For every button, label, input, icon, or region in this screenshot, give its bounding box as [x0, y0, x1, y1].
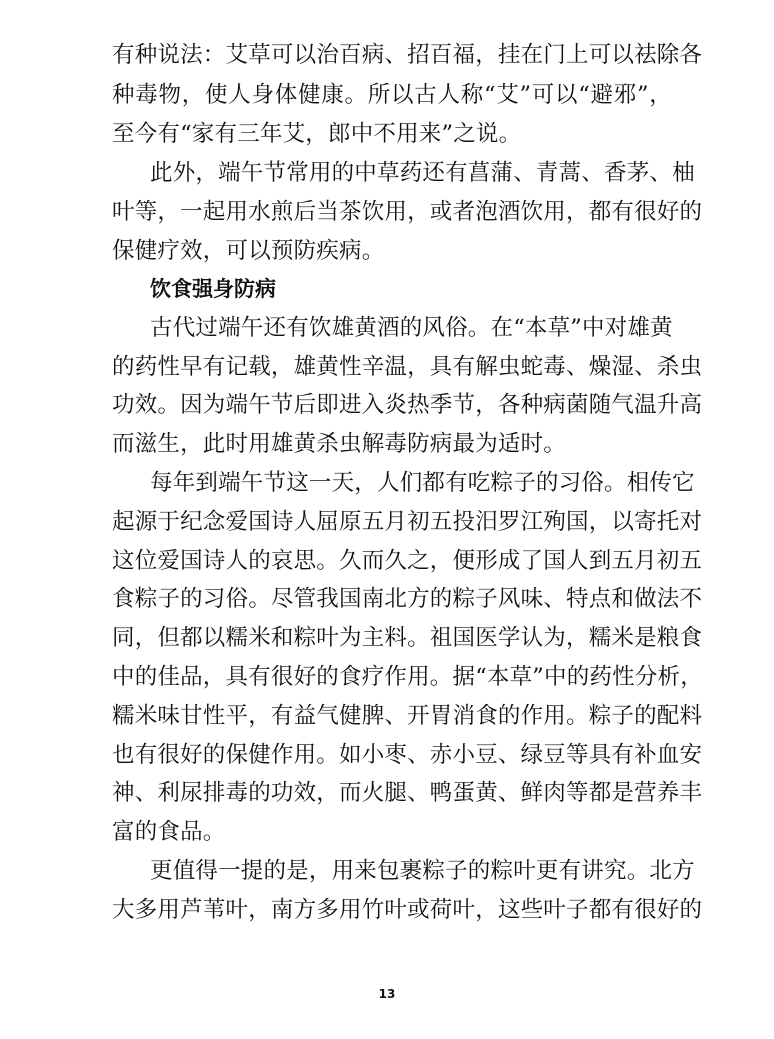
paragraph-line: 古代过端午还有饮雄黄酒的风俗。在“本草”中对雄黄 [150, 315, 673, 341]
paragraph-line: 叶等，一起用水煎后当茶饮用，或者泡酒饮用，都有很好的 [112, 199, 703, 225]
paragraph-line: 有种说法：艾草可以治百病、招百福，挂在门上可以祛除各 [112, 42, 703, 68]
paragraph-line: 功效。因为端午节后即进入炎热季节，各种病菌随气温升高 [112, 392, 703, 418]
page-number: 13 [378, 987, 396, 1001]
paragraph-line: 每年到端午节这一天，人们都有吃粽子的习俗。相传它 [150, 470, 695, 496]
paragraph-line: 中的佳品，具有很好的食疗作用。据“本草”中的药性分析， [112, 664, 703, 690]
section-heading: 饮食强身防病 [150, 277, 276, 301]
paragraph-line: 保健疗效，可以预防疾病。 [112, 238, 385, 264]
paragraph-line: 糯米味甘性平，有益气健脾、开胃消食的作用。粽子的配料 [112, 703, 703, 729]
paragraph-line: 同，但都以糯米和粽叶为主料。祖国医学认为，糯米是粮食 [112, 625, 703, 651]
paragraph-line: 至今有“家有三年艾，郎中不用来”之说。 [112, 121, 522, 147]
paragraph-line: 也有很好的保健作用。如小枣、赤小豆、绿豆等具有补血安 [112, 742, 703, 768]
paragraph-line: 种毒物，使人身体健康。所以古人称“艾”可以“避邪”， [112, 82, 672, 108]
paragraph-line: 而滋生，此时用雄黄杀虫解毒防病最为适时。 [112, 431, 567, 457]
paragraph-line: 的药性早有记载，雄黄性辛温，具有解虫蛇毒、燥湿、杀虫 [112, 354, 703, 380]
paragraph-line: 此外，端午节常用的中草药还有菖蒲、青蒿、香茅、柚 [150, 160, 695, 186]
paragraph-line: 这位爱国诗人的哀思。久而久之，便形成了国人到五月初五 [112, 548, 703, 574]
paragraph-line: 富的食品。 [112, 819, 226, 845]
paragraph-line: 起源于纪念爱国诗人屈原五月初五投汨罗江殉国，以寄托对 [112, 509, 703, 535]
paragraph-line: 大多用芦苇叶，南方多用竹叶或荷叶，这些叶子都有很好的 [112, 897, 703, 923]
paragraph-line: 神、利尿排毒的功效，而火腿、鸭蛋黄、鲜肉等都是营养丰 [112, 780, 703, 806]
paragraph-line: 更值得一提的是，用来包裹粽子的粽叶更有讲究。北方 [150, 858, 695, 884]
paragraph-line: 食粽子的习俗。尽管我国南北方的粽子风味、特点和做法不 [112, 586, 703, 612]
